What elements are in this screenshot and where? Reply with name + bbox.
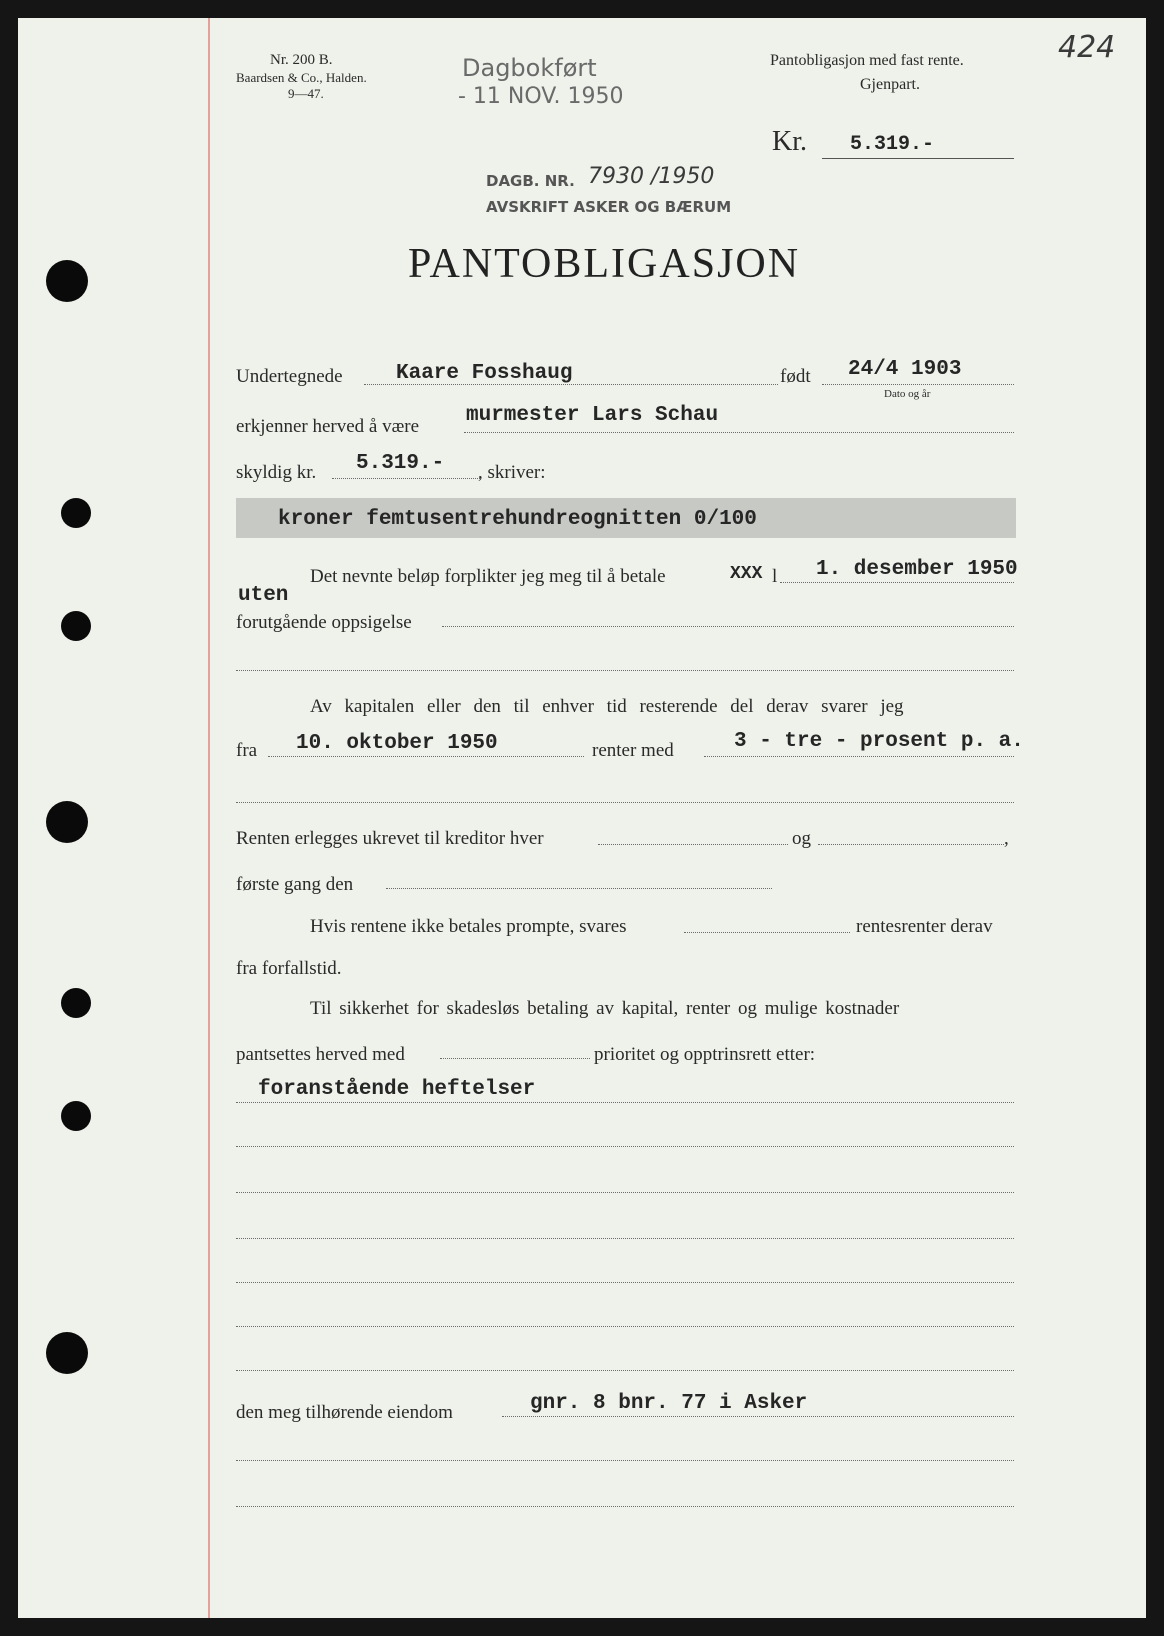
- betale-text: Det nevnte beløp forplikter jeg meg til å betale: [310, 566, 666, 587]
- blank-line: [236, 670, 1014, 671]
- eiendom-line: [502, 1416, 1014, 1417]
- copy-label: Gjenpart.: [860, 76, 920, 93]
- blank-line: [236, 1460, 1014, 1461]
- heftelser-line: [236, 1102, 1014, 1103]
- erkjenner-label: erkjenner herved å være: [236, 416, 420, 437]
- dagb-nr-value: 7930 /1950: [588, 164, 715, 189]
- skyldig-value: 5.319.-: [356, 452, 445, 475]
- undertegnede-value: Kaare Fosshaug: [396, 362, 573, 385]
- og-label: og: [792, 828, 811, 849]
- binder-hole: [61, 1101, 91, 1131]
- binder-hole: [46, 260, 88, 302]
- renter-value: 3 - tre - prosent p. a.: [734, 730, 1024, 753]
- print-date: 9—47.: [288, 86, 324, 101]
- binder-hole: [61, 498, 91, 528]
- sikkerhet-text: Til sikkerhet for skadesløs betaling av kapital, renter og mulige kostnader: [310, 998, 900, 1019]
- form-number: Nr. 200 B.: [270, 52, 333, 68]
- margin-line: [208, 18, 210, 1618]
- dato-label: Dato og år: [884, 388, 931, 400]
- blank-line: [236, 1506, 1014, 1507]
- kr-line: [822, 158, 1014, 159]
- comma: ,: [1004, 828, 1009, 849]
- undertegnede-line: [364, 384, 778, 385]
- binder-hole: [61, 611, 91, 641]
- heftelser-value: foranstående heftelser: [258, 1078, 536, 1101]
- blank-line: [236, 1370, 1014, 1371]
- binder-hole: [46, 1332, 88, 1374]
- betale-line: [780, 582, 1014, 583]
- avskrift-stamp: AVSKRIFT ASKER OG BÆRUM: [486, 198, 732, 216]
- forutgaende-label: forutgående oppsigelse: [236, 612, 412, 633]
- uten-value: uten: [238, 584, 289, 607]
- blank-line: [236, 1282, 1014, 1283]
- forfallstid-label: fra forfallstid.: [236, 958, 342, 979]
- eiendom-value: gnr. 8 bnr. 77 i Asker: [530, 1392, 808, 1415]
- page-number: 424: [1058, 30, 1116, 65]
- betale-value: 1. desember 1950: [816, 558, 1018, 581]
- renter-line: [704, 756, 1014, 757]
- hvis-line: [684, 932, 850, 933]
- forutgaende-line: [442, 626, 1014, 627]
- pantsettes-label: pantsettes herved med: [236, 1044, 405, 1065]
- erkjenner-line: [464, 432, 1014, 433]
- renten-line: [598, 844, 788, 845]
- dagbokfort-stamp: Dagbokført: [462, 54, 597, 82]
- binder-hole: [46, 801, 88, 843]
- betale-struck: XXX: [730, 564, 763, 584]
- kapital-text: Av kapitalen eller den til enhver tid resterende del derav svarer jeg: [310, 696, 904, 717]
- blank-line: [236, 1326, 1014, 1327]
- fodt-label: født: [780, 366, 811, 387]
- erkjenner-value: murmester Lars Schau: [466, 404, 719, 427]
- og-line: [818, 844, 1004, 845]
- rentesrenter-label: rentesrenter derav: [856, 916, 993, 937]
- printer-name: Baardsen & Co., Halden.: [236, 70, 367, 85]
- kr-value: 5.319.-: [850, 133, 935, 156]
- undertegnede-label: Undertegnede: [236, 366, 343, 387]
- skyldig-line: [332, 478, 480, 479]
- fra-label: fra: [236, 740, 258, 761]
- fodt-value: 24/4 1903: [848, 358, 962, 381]
- binder-hole: [61, 988, 91, 1018]
- betale-suffix: l: [772, 566, 778, 587]
- amount-words: kroner femtusentrehundreognitten 0/100: [278, 508, 757, 531]
- hvis-label: Hvis rentene ikke betales prompte, svares: [310, 916, 627, 937]
- eiendom-label: den meg tilhørende eiendom: [236, 1402, 453, 1423]
- blank-line: [236, 1146, 1014, 1147]
- fra-value: 10. oktober 1950: [296, 732, 498, 755]
- dagb-nr-label: DAGB. NR.: [486, 172, 575, 190]
- blank-line: [236, 1238, 1014, 1239]
- renten-label: Renten erlegges ukrevet til kreditor hver: [236, 828, 544, 849]
- forste-line: [386, 888, 772, 889]
- forste-label: første gang den: [236, 874, 354, 895]
- fra-line: [268, 756, 584, 757]
- blank-line: [236, 802, 1014, 803]
- pantsettes-line: [440, 1058, 590, 1059]
- document-title: PANTOBLIGASJON: [408, 241, 801, 287]
- blank-line: [236, 1192, 1014, 1193]
- prioritet-label: prioritet og opptrinsrett etter:: [594, 1044, 816, 1065]
- skyldig-label: skyldig kr.: [236, 462, 317, 483]
- kr-label: Kr.: [772, 126, 807, 157]
- dagbokfort-date: - 11 NOV. 1950: [458, 84, 624, 109]
- renter-label: renter med: [592, 740, 674, 761]
- fodt-line: [822, 384, 1014, 385]
- skriver-label: , skriver:: [478, 462, 546, 483]
- form-type: Pantobligasjon med fast rente.: [770, 52, 964, 69]
